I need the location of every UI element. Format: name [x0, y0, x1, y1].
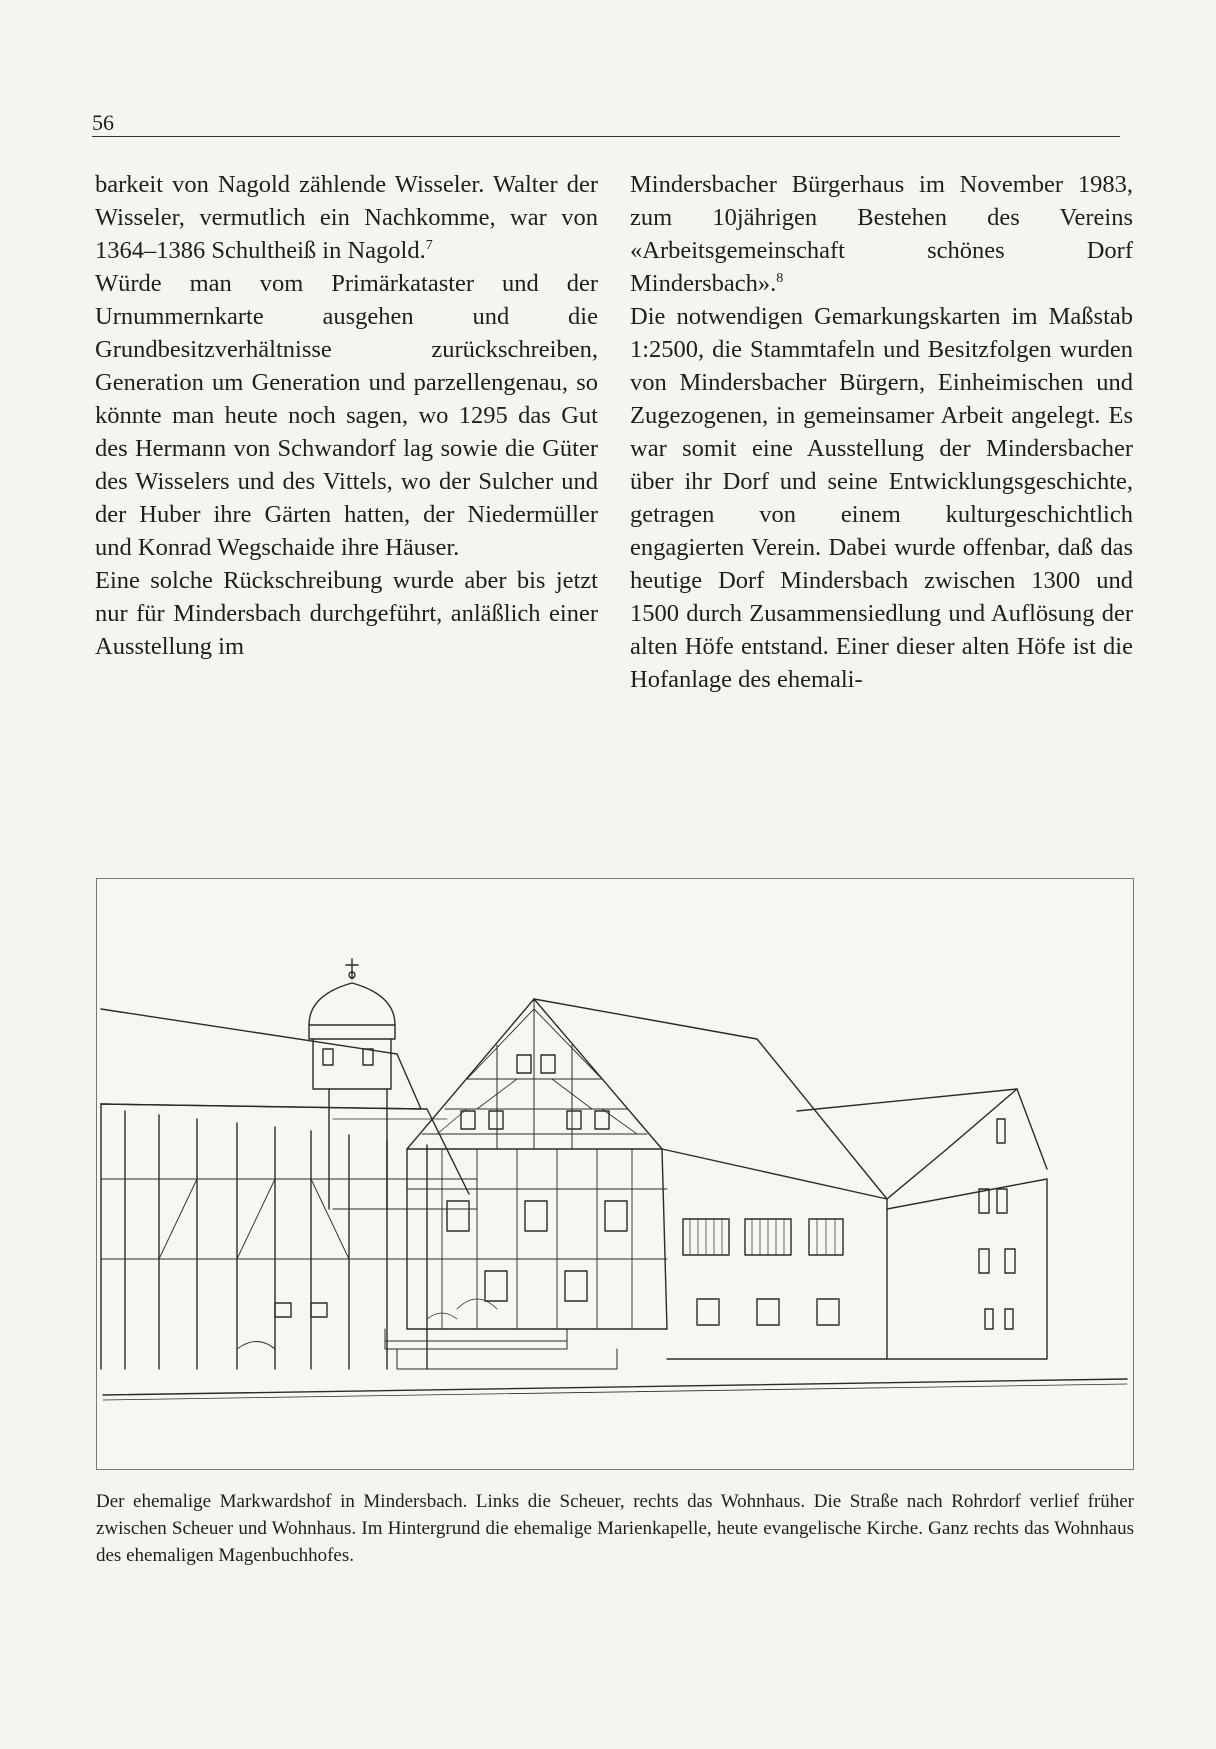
- paragraph-text: Würde man vom Primärkataster und der Urnummernkarte ausgehen und die Grundbesitzverhältnisse zurückschreiben, Generation um Generation und parzellengenau, so könnte man heute noch sagen, wo 1295 das Gut des Hermann von Schwandorf lag sowie die Güter des Wisselers und des Vittels, wo der Sulcher und der Huber ihre Gärten hatten, der Niedermüller und Konrad Wegschaide ihre Häuser.: [95, 270, 598, 561]
- right-column: [630, 168, 1133, 696]
- footnote-ref: 8: [776, 270, 784, 286]
- paragraph: [95, 564, 598, 663]
- left-column: [95, 168, 598, 663]
- paragraph: [630, 300, 1133, 696]
- paragraph: [95, 168, 598, 267]
- paragraph: [95, 267, 598, 564]
- paragraph-text: Mindersbacher Bürgerhaus im November 1983, zum 10jährigen Bestehen des Vereins «Arbeitsgemeinschaft schönes Dorf Mindersbach».: [630, 171, 1133, 297]
- footnote-ref: 7: [425, 237, 433, 253]
- page-number: 56: [92, 110, 114, 135]
- paragraph-text: Eine solche Rückschreibung wurde aber bis jetzt nur für Mindersbach durchgeführt, anläßlich einer Ausstellung im: [95, 567, 598, 660]
- header-rule: [92, 136, 1120, 137]
- figure-frame: [96, 878, 1134, 1470]
- paragraph-text: Die notwendigen Gemarkungskarten im Maßstab 1:2500, die Stammtafeln und Besitzfolgen wurden von Mindersbacher Bürgern, Einheimischen und Zugezogenen, in gemeinsamer Arbeit angelegt. Es war somit eine Ausstellung der Mindersbacher über ihr Dorf und seine Entwicklungsgeschichte, getragen von einem kulturgeschichtlich engagierten Verein. Dabei wurde offenbar, daß das heutige Dorf Mindersbach zwischen 1300 und 1500 durch Zusammensiedlung und Auflösung der alten Höfe entstand. Einer dieser alten Höfe ist die Hofanlage des ehemali-: [630, 303, 1133, 693]
- figure-caption: Der ehemalige Markwardshof in Mindersbach. Links die Scheuer, rechts das Wohnhaus. Die Straße nach Rohrdorf verlief früher zwischen Scheuer und Wohnhaus. Im Hintergrund die ehemalige Marienkapelle, heute evangelische Kirche. Ganz rechts das Wohnhaus des ehemaligen Magenbuchhofes.: [96, 1491, 1134, 1566]
- farmstead-drawing: [97, 879, 1133, 1469]
- paragraph-text: barkeit von Nagold zählende Wisseler. Walter der Wisseler, vermutlich ein Nachkomme, war von 1364–1386 Schultheiß in Nagold.: [95, 171, 598, 264]
- paragraph: [630, 168, 1133, 300]
